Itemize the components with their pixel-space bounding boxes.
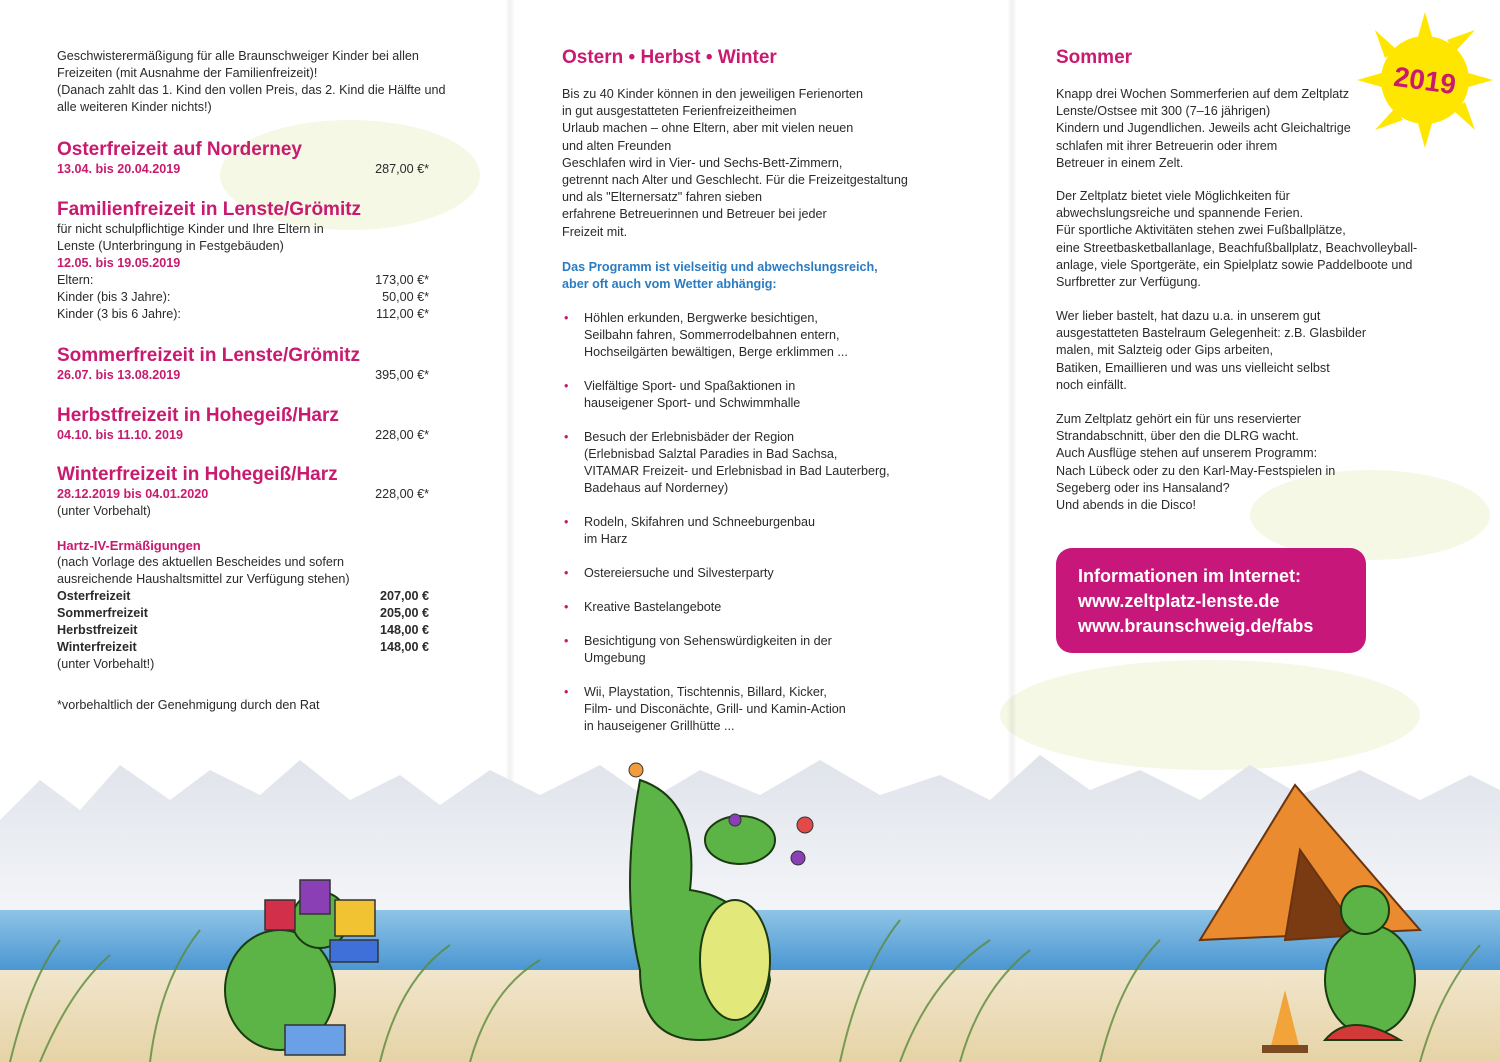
section-sommerfreizeit [57,344,429,384]
paragraph: Wer lieber bastelt, hat dazu u.a. in unserem gut ausgestatteten Bastelraum Gelegenheit: z.B. Glasbilder malen, mit Salzteig oder Gips arbeiten, Batiken, Emaillieren und was uns vielleicht selbst noch einfällt. [1056,309,1367,392]
price: 287,00 €* [375,162,429,176]
footnote: *vorbehaltlich der Genehmigung durch den Rat [57,698,320,712]
section-title: Familienfreizeit in Lenste/Grömitz [57,199,362,220]
price: 228,00 €* [375,487,429,501]
list-item: • Wii, Playstation, Tischtennis, Billard, Kicker, Film- und Disconächte, Grill- und Kamin-Action in hauseigener Grillhütte ... [564,685,846,733]
price-row: Eltern: 173,00 €* [57,273,429,287]
price-row: Sommerfreizeit 205,00 € [57,606,429,620]
sibling-discount-text: Geschwisterermäßigung für alle Braunschweiger Kinder bei allen Freizeiten (mit Ausnahme der Familienfreizeit)! (Danach zahlt das 1. Kind den vollen Preis, das 2. Kind die Hälfte und alle weiteren Kinder nichts!) [57,49,446,114]
paragraph: Knapp drei Wochen Sommerferien auf dem Zeltplatz Lenste/Ostsee mit 300 (7–16 jährigen) Kindern und Jugendlichen. Jeweils acht Gleichaltrige schlafen mit ihrer Betreuerin oder ihrem Betreuer in einem Zelt. [1056,87,1351,170]
panel-title: Ostern • Herbst • Winter [562,47,777,68]
internet-info-box [1056,548,1366,653]
bullet-icon: • [564,430,569,444]
note: (unter Vorbehalt) [57,504,151,518]
left-panel [57,0,446,760]
section-title: Osterfreizeit auf Norderney [57,139,302,160]
list-item: • Besichtigung von Sehenswürdigkeiten in der Umgebung [564,634,832,665]
bullet-icon: • [564,566,569,580]
price: 395,00 €* [375,368,429,382]
price-row: Kinder (bis 3 Jahre): 50,00 €* [57,290,429,304]
price-row: Osterfreizeit 207,00 € [57,589,429,603]
section-osterfreizeit [57,138,429,178]
bullet-icon: • [564,515,569,529]
bullet-icon: • [564,311,569,325]
price-row: Herbstfreizeit 148,00 € [57,623,429,637]
program-list [562,310,942,752]
section-hartz-iv [57,537,429,673]
section-description: für nicht schulpflichtige Kinder und Ihre Eltern in Lenste (Unterbringung in Festgebäuden) [57,222,324,253]
price-row: Winterfreizeit 148,00 € [57,640,429,654]
note: (unter Vorbehalt!) [57,657,155,671]
landscape-illustration [0,740,1500,1062]
bullet-icon: • [564,379,569,393]
date-range: 28.12.2019 bis 04.01.2020 [57,487,209,501]
badge-year: 2019 [1391,60,1458,101]
section-title: Sommerfreizeit in Lenste/Grömitz [57,345,361,366]
list-item: • Höhlen erkunden, Bergwerke besichtigen, Seilbahn fahren, Sommerrodelbahnen entern, Hochseilgärten bewältigen, Berge erklimmen ... [564,311,848,359]
price: 228,00 €* [375,428,429,442]
list-item: • Ostereiersuche und Silvesterparty [564,566,774,580]
middle-panel [562,0,942,760]
list-item: • Vielfältige Sport- und Spaßaktionen in hauseigener Sport- und Schwimmhalle [564,379,801,410]
date-range: 12.05. bis 19.05.2019 [57,256,181,270]
section-title: Hartz-IV-Ermäßigungen [57,538,201,553]
list-item: • Kreative Bastelangebote [564,600,722,614]
link-braunschweig[interactable]: www.braunschweig.de/fabs [1078,616,1314,636]
intro-text: Bis zu 40 Kinder können in den jeweiligen Ferienorten in gut ausgestatteten Ferienfreizeitheimen Urlaub machen – ohne Eltern, aber mit vielen neuen und alten Freunden Geschlafen wird in Vier- und Sechs-Bett-Zimmern, getrennt nach Alter und Geschlecht. Für die Freizeitgestaltung und als "Elternersatz" fahren sieben erfahrene Betreuerinnen und Betreuer bei jeder Freizeit mit. [562,87,908,239]
program-lead: Das Programm ist vielseitig und abwechslungsreich, aber oft auch vom Wetter abhängig: [562,260,878,291]
date-range: 04.10. bis 11.10. 2019 [57,428,184,442]
list-item: • Besuch der Erlebnisbäder der Region (Erlebnisbad Salztal Paradies in Bad Sachsa, VITAMAR Freizeit- und Erlebnisbad in Bad Lauterberg, Badehaus auf Norderney) [564,430,890,495]
price-row: Kinder (3 bis 6 Jahre): 112,00 €* [57,307,429,321]
paragraph: Der Zeltplatz bietet viele Möglichkeiten für abwechslungsreiche und spannende Ferien. Für sportliche Aktivitäten stehen zwei Fußballplätze, eine Streetbasketballanlage, Beachfußballplatz, Beachvolleyball- anlage, viele Sportgeräte, ein Spielplatz sowie Paddelboote und Surfbretter zur Verfügung. [1056,189,1418,290]
bullet-icon: • [564,634,569,648]
section-winterfreizeit [57,463,429,520]
list-item: • Rodeln, Skifahren und Schneeburgenbau im Harz [564,515,816,546]
section-title: Herbstfreizeit in Hohegeiß/Harz [57,405,339,426]
section-description: (nach Vorlage des aktuellen Bescheides und sofern ausreichende Haushaltsmittel zur Verfügung stehen) [57,555,350,586]
section-title: Winterfreizeit in Hohegeiß/Harz [57,464,338,485]
date-range: 13.04. bis 20.04.2019 [57,162,181,176]
section-herbstfreizeit [57,404,429,444]
section-familienfreizeit [57,198,429,323]
info-heading: Informationen im Internet: [1078,566,1302,586]
link-zeltplatz[interactable]: www.zeltplatz-lenste.de [1078,591,1280,611]
sun-badge-icon [1355,10,1495,150]
bullet-icon: • [564,685,569,699]
date-range: 26.07. bis 13.08.2019 [57,368,181,382]
paragraph: Zum Zeltplatz gehört ein für uns reservierter Strandabschnitt, über den die DLRG wacht. Auch Ausflüge stehen auf unserem Programm: Nach Lübeck oder zu den Karl-May-Festspielen in Segeberg oder ins Hansaland? Und abends in die Disco! [1056,412,1336,513]
panel-title: Sommer [1056,47,1133,68]
bullet-icon: • [564,600,569,614]
